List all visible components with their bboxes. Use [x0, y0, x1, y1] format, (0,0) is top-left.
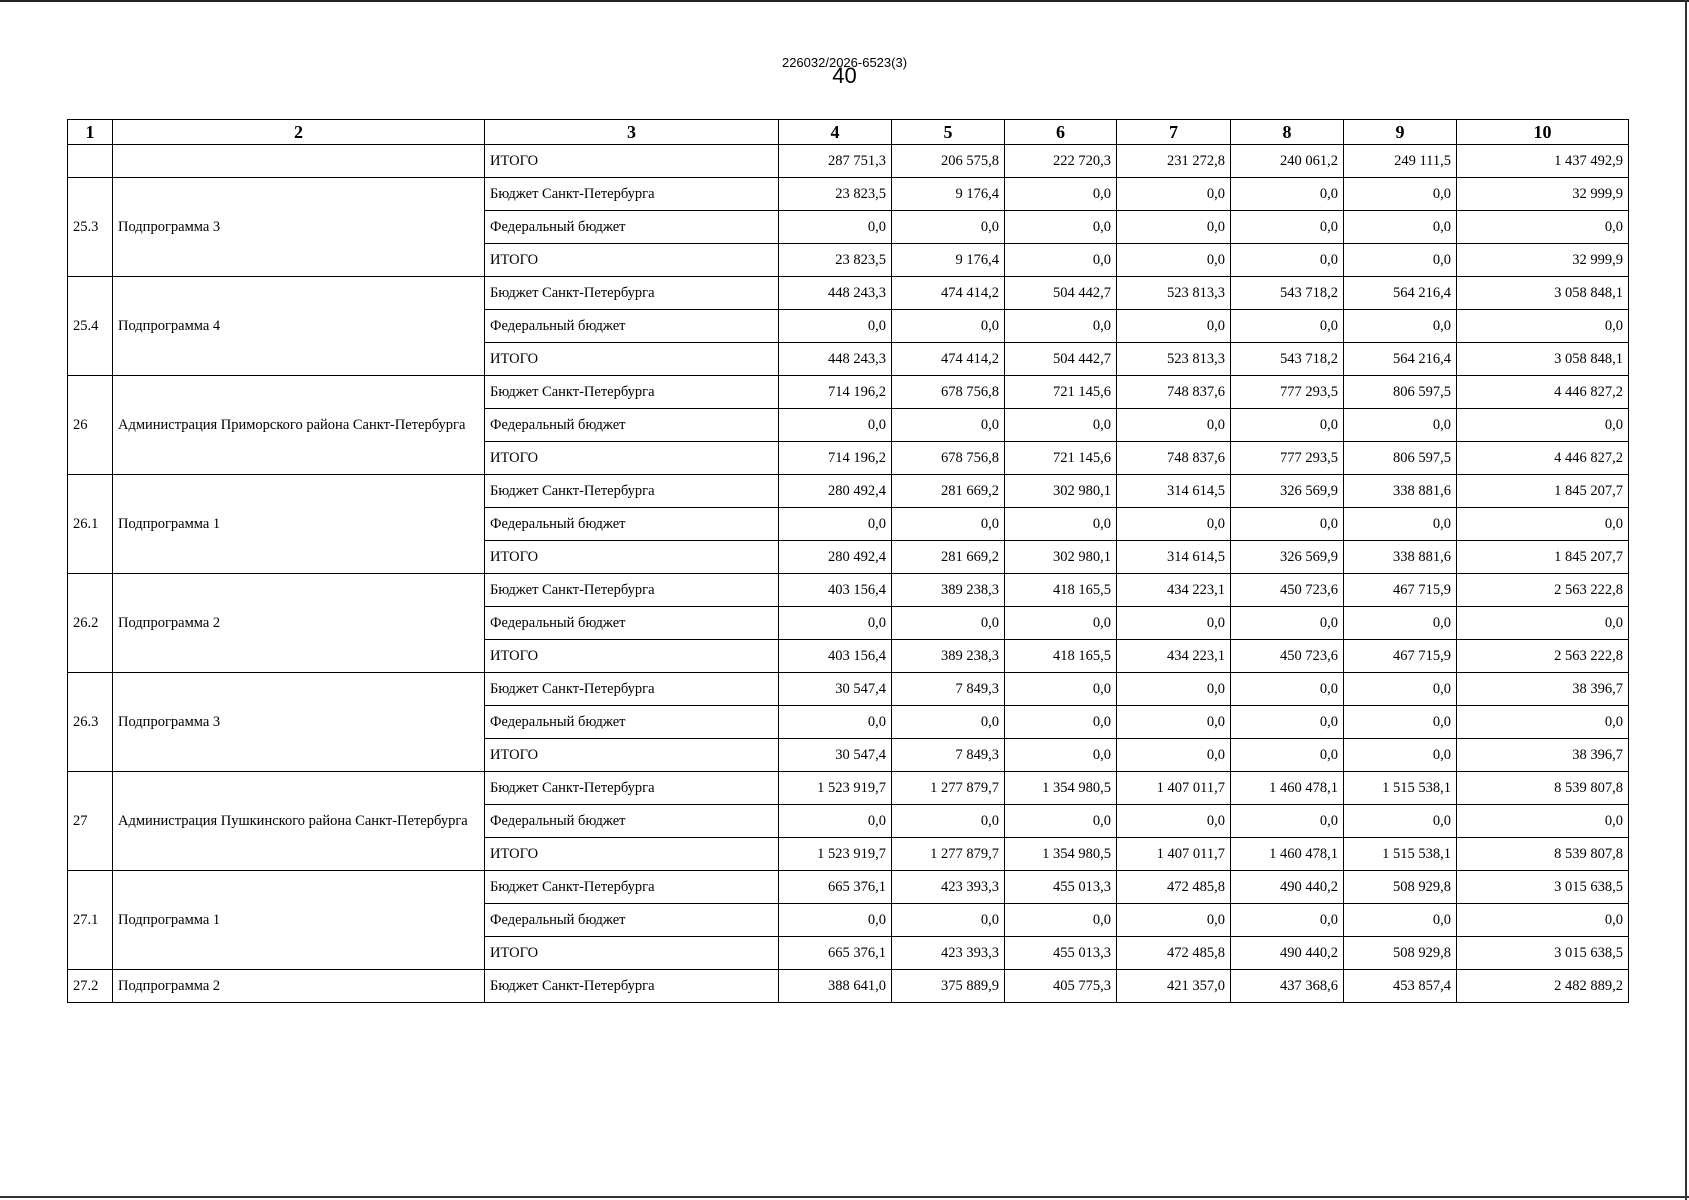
- value-cell: 678 756,8: [892, 442, 1005, 475]
- row-name: Администрация Пушкинского района Санкт-Петербурга: [113, 772, 485, 871]
- value-cell: 1 460 478,1: [1231, 772, 1344, 805]
- table-row: [68, 376, 1629, 409]
- value-cell: 0,0: [1231, 178, 1344, 211]
- column-header: 10: [1457, 120, 1629, 145]
- value-cell: 0,0: [892, 607, 1005, 640]
- value-cell: 1 407 011,7: [1117, 772, 1231, 805]
- value-cell: 467 715,9: [1344, 640, 1457, 673]
- value-cell: 0,0: [1231, 673, 1344, 706]
- value-cell: 0,0: [1344, 244, 1457, 277]
- funding-source: Федеральный бюджет: [485, 409, 779, 442]
- value-cell: 0,0: [1344, 310, 1457, 343]
- value-cell: 3 058 848,1: [1457, 343, 1629, 376]
- value-cell: 314 614,5: [1117, 541, 1231, 574]
- value-cell: 777 293,5: [1231, 442, 1344, 475]
- value-cell: 0,0: [892, 805, 1005, 838]
- row-code: 25.3: [68, 178, 113, 277]
- column-header: 3: [485, 120, 779, 145]
- value-cell: 714 196,2: [779, 376, 892, 409]
- value-cell: 1 523 919,7: [779, 772, 892, 805]
- value-cell: 3 015 638,5: [1457, 937, 1629, 970]
- value-cell: 0,0: [1117, 739, 1231, 772]
- value-cell: 0,0: [1231, 244, 1344, 277]
- row-name: [113, 145, 485, 178]
- row-code: 27.1: [68, 871, 113, 970]
- value-cell: 23 823,5: [779, 244, 892, 277]
- top-border-line: [0, 0, 1689, 2]
- page-number: 40: [832, 63, 857, 88]
- column-header: 6: [1005, 120, 1117, 145]
- value-cell: 281 669,2: [892, 475, 1005, 508]
- value-cell: 280 492,4: [779, 475, 892, 508]
- value-cell: 665 376,1: [779, 871, 892, 904]
- value-cell: 0,0: [779, 310, 892, 343]
- value-cell: 0,0: [892, 904, 1005, 937]
- table-body: [68, 145, 1629, 1003]
- table-row: [68, 145, 1629, 178]
- value-cell: 0,0: [1231, 607, 1344, 640]
- value-cell: 1 277 879,7: [892, 838, 1005, 871]
- value-cell: 240 061,2: [1231, 145, 1344, 178]
- row-name: Подпрограмма 1: [113, 475, 485, 574]
- value-cell: 0,0: [1231, 310, 1344, 343]
- value-cell: 0,0: [892, 211, 1005, 244]
- value-cell: 450 723,6: [1231, 640, 1344, 673]
- value-cell: 403 156,4: [779, 640, 892, 673]
- table-row: [68, 871, 1629, 904]
- column-header: 5: [892, 120, 1005, 145]
- value-cell: 0,0: [1117, 211, 1231, 244]
- value-cell: 0,0: [1117, 508, 1231, 541]
- value-cell: 0,0: [779, 805, 892, 838]
- value-cell: 421 357,0: [1117, 970, 1231, 1003]
- value-cell: 0,0: [1231, 904, 1344, 937]
- funding-source: ИТОГО: [485, 442, 779, 475]
- value-cell: 0,0: [1005, 739, 1117, 772]
- value-cell: 490 440,2: [1231, 937, 1344, 970]
- row-code: 26.2: [68, 574, 113, 673]
- budget-table: [67, 119, 1629, 1003]
- value-cell: 326 569,9: [1231, 541, 1344, 574]
- value-cell: 418 165,5: [1005, 640, 1117, 673]
- value-cell: 543 718,2: [1231, 343, 1344, 376]
- value-cell: 388 641,0: [779, 970, 892, 1003]
- value-cell: 0,0: [1117, 805, 1231, 838]
- value-cell: 806 597,5: [1344, 442, 1457, 475]
- value-cell: 450 723,6: [1231, 574, 1344, 607]
- value-cell: 0,0: [1117, 178, 1231, 211]
- value-cell: 0,0: [1344, 739, 1457, 772]
- value-cell: 0,0: [1005, 904, 1117, 937]
- value-cell: 0,0: [1457, 904, 1629, 937]
- column-number-row: [68, 120, 1629, 145]
- row-code: 27: [68, 772, 113, 871]
- table-row: [68, 772, 1629, 805]
- value-cell: 1 277 879,7: [892, 772, 1005, 805]
- funding-source: ИТОГО: [485, 937, 779, 970]
- value-cell: 375 889,9: [892, 970, 1005, 1003]
- value-cell: 32 999,9: [1457, 244, 1629, 277]
- bottom-border-line: [0, 1196, 1689, 1198]
- value-cell: 0,0: [779, 706, 892, 739]
- value-cell: 287 751,3: [779, 145, 892, 178]
- value-cell: 0,0: [1231, 508, 1344, 541]
- value-cell: 0,0: [1344, 706, 1457, 739]
- value-cell: 434 223,1: [1117, 574, 1231, 607]
- value-cell: 748 837,6: [1117, 442, 1231, 475]
- value-cell: 1 523 919,7: [779, 838, 892, 871]
- value-cell: 437 368,6: [1231, 970, 1344, 1003]
- funding-source: Федеральный бюджет: [485, 508, 779, 541]
- value-cell: 405 775,3: [1005, 970, 1117, 1003]
- value-cell: 474 414,2: [892, 343, 1005, 376]
- value-cell: 434 223,1: [1117, 640, 1231, 673]
- value-cell: 0,0: [1117, 244, 1231, 277]
- value-cell: 389 238,3: [892, 640, 1005, 673]
- value-cell: 0,0: [1005, 508, 1117, 541]
- funding-source: Бюджет Санкт-Петербурга: [485, 277, 779, 310]
- value-cell: 0,0: [1457, 310, 1629, 343]
- row-code: 26.3: [68, 673, 113, 772]
- row-name: Подпрограмма 1: [113, 871, 485, 970]
- value-cell: 1 437 492,9: [1457, 145, 1629, 178]
- value-cell: 2 563 222,8: [1457, 574, 1629, 607]
- value-cell: 721 145,6: [1005, 376, 1117, 409]
- table-row: [68, 277, 1629, 310]
- funding-source: ИТОГО: [485, 640, 779, 673]
- value-cell: 1 460 478,1: [1231, 838, 1344, 871]
- funding-source: Бюджет Санкт-Петербурга: [485, 673, 779, 706]
- value-cell: 564 216,4: [1344, 277, 1457, 310]
- value-cell: 1 515 538,1: [1344, 838, 1457, 871]
- value-cell: 0,0: [1117, 673, 1231, 706]
- row-name: Подпрограмма 2: [113, 970, 485, 1003]
- value-cell: 0,0: [1344, 178, 1457, 211]
- value-cell: 467 715,9: [1344, 574, 1457, 607]
- value-cell: 504 442,7: [1005, 277, 1117, 310]
- value-cell: 2 482 889,2: [1457, 970, 1629, 1003]
- table-row: [68, 673, 1629, 706]
- value-cell: 714 196,2: [779, 442, 892, 475]
- value-cell: 0,0: [779, 211, 892, 244]
- value-cell: 8 539 807,8: [1457, 772, 1629, 805]
- value-cell: 665 376,1: [779, 937, 892, 970]
- value-cell: 0,0: [1005, 409, 1117, 442]
- document-id: 226032/2026-6523(3): [781, 55, 908, 70]
- column-header: 4: [779, 120, 892, 145]
- value-cell: 249 111,5: [1344, 145, 1457, 178]
- value-cell: 0,0: [1005, 706, 1117, 739]
- value-cell: 1 354 980,5: [1005, 772, 1117, 805]
- row-name: Подпрограмма 2: [113, 574, 485, 673]
- value-cell: 0,0: [1344, 673, 1457, 706]
- value-cell: 38 396,7: [1457, 673, 1629, 706]
- column-header: 9: [1344, 120, 1457, 145]
- value-cell: 0,0: [1117, 904, 1231, 937]
- funding-source: Бюджет Санкт-Петербурга: [485, 772, 779, 805]
- value-cell: 455 013,3: [1005, 871, 1117, 904]
- value-cell: 0,0: [1005, 244, 1117, 277]
- value-cell: 1 354 980,5: [1005, 838, 1117, 871]
- value-cell: 30 547,4: [779, 739, 892, 772]
- table-row: [68, 178, 1629, 211]
- value-cell: 9 176,4: [892, 244, 1005, 277]
- value-cell: 508 929,8: [1344, 871, 1457, 904]
- funding-source: ИТОГО: [485, 541, 779, 574]
- funding-source: Бюджет Санкт-Петербурга: [485, 475, 779, 508]
- value-cell: 4 446 827,2: [1457, 376, 1629, 409]
- value-cell: 23 823,5: [779, 178, 892, 211]
- value-cell: 3 015 638,5: [1457, 871, 1629, 904]
- value-cell: 206 575,8: [892, 145, 1005, 178]
- value-cell: 508 929,8: [1344, 937, 1457, 970]
- value-cell: 0,0: [1117, 607, 1231, 640]
- funding-source: Федеральный бюджет: [485, 904, 779, 937]
- value-cell: 1 515 538,1: [1344, 772, 1457, 805]
- row-name: Администрация Приморского района Санкт-Петербурга: [113, 376, 485, 475]
- value-cell: 0,0: [779, 607, 892, 640]
- value-cell: 0,0: [1344, 904, 1457, 937]
- row-code: 26.1: [68, 475, 113, 574]
- value-cell: 0,0: [1005, 607, 1117, 640]
- value-cell: 448 243,3: [779, 277, 892, 310]
- value-cell: 302 980,1: [1005, 475, 1117, 508]
- value-cell: 403 156,4: [779, 574, 892, 607]
- value-cell: 564 216,4: [1344, 343, 1457, 376]
- value-cell: 1 407 011,7: [1117, 838, 1231, 871]
- value-cell: 3 058 848,1: [1457, 277, 1629, 310]
- funding-source: Федеральный бюджет: [485, 607, 779, 640]
- column-header: 1: [68, 120, 113, 145]
- value-cell: 0,0: [1457, 706, 1629, 739]
- value-cell: 777 293,5: [1231, 376, 1344, 409]
- value-cell: 474 414,2: [892, 277, 1005, 310]
- funding-source: ИТОГО: [485, 838, 779, 871]
- funding-source: Бюджет Санкт-Петербурга: [485, 574, 779, 607]
- value-cell: 389 238,3: [892, 574, 1005, 607]
- value-cell: 448 243,3: [779, 343, 892, 376]
- value-cell: 38 396,7: [1457, 739, 1629, 772]
- value-cell: 231 272,8: [1117, 145, 1231, 178]
- table-row: [68, 970, 1629, 1003]
- value-cell: 0,0: [1117, 310, 1231, 343]
- funding-source: Бюджет Санкт-Петербурга: [485, 178, 779, 211]
- value-cell: 0,0: [1005, 211, 1117, 244]
- value-cell: 280 492,4: [779, 541, 892, 574]
- column-header: 7: [1117, 120, 1231, 145]
- value-cell: 222 720,3: [1005, 145, 1117, 178]
- funding-source: ИТОГО: [485, 244, 779, 277]
- row-code: [68, 145, 113, 178]
- row-name: Подпрограмма 4: [113, 277, 485, 376]
- value-cell: 2 563 222,8: [1457, 640, 1629, 673]
- value-cell: 0,0: [1117, 409, 1231, 442]
- funding-source: ИТОГО: [485, 343, 779, 376]
- value-cell: 504 442,7: [1005, 343, 1117, 376]
- value-cell: 0,0: [779, 409, 892, 442]
- value-cell: 1 845 207,7: [1457, 475, 1629, 508]
- value-cell: 9 176,4: [892, 178, 1005, 211]
- value-cell: 678 756,8: [892, 376, 1005, 409]
- value-cell: 0,0: [1117, 706, 1231, 739]
- value-cell: 721 145,6: [1005, 442, 1117, 475]
- value-cell: 0,0: [779, 508, 892, 541]
- value-cell: 0,0: [1344, 409, 1457, 442]
- value-cell: 30 547,4: [779, 673, 892, 706]
- value-cell: 455 013,3: [1005, 937, 1117, 970]
- funding-source: Бюджет Санкт-Петербурга: [485, 970, 779, 1003]
- value-cell: 326 569,9: [1231, 475, 1344, 508]
- value-cell: 7 849,3: [892, 673, 1005, 706]
- value-cell: 0,0: [892, 706, 1005, 739]
- value-cell: 806 597,5: [1344, 376, 1457, 409]
- row-code: 26: [68, 376, 113, 475]
- value-cell: 1 845 207,7: [1457, 541, 1629, 574]
- value-cell: 490 440,2: [1231, 871, 1344, 904]
- value-cell: 523 813,3: [1117, 277, 1231, 310]
- column-header: 2: [113, 120, 485, 145]
- table-row: [68, 475, 1629, 508]
- row-code: 25.4: [68, 277, 113, 376]
- table-row: [68, 574, 1629, 607]
- value-cell: 748 837,6: [1117, 376, 1231, 409]
- value-cell: 472 485,8: [1117, 937, 1231, 970]
- value-cell: 423 393,3: [892, 871, 1005, 904]
- value-cell: 4 446 827,2: [1457, 442, 1629, 475]
- value-cell: 472 485,8: [1117, 871, 1231, 904]
- value-cell: 0,0: [892, 310, 1005, 343]
- value-cell: 0,0: [1457, 409, 1629, 442]
- row-name: Подпрограмма 3: [113, 673, 485, 772]
- value-cell: 0,0: [1231, 409, 1344, 442]
- right-border-line: [1685, 0, 1687, 1200]
- funding-source: Федеральный бюджет: [485, 706, 779, 739]
- row-code: 27.2: [68, 970, 113, 1003]
- value-cell: 0,0: [1005, 310, 1117, 343]
- funding-source: ИТОГО: [485, 739, 779, 772]
- value-cell: 0,0: [779, 904, 892, 937]
- value-cell: 0,0: [1457, 805, 1629, 838]
- value-cell: 0,0: [1005, 178, 1117, 211]
- value-cell: 0,0: [1457, 607, 1629, 640]
- value-cell: 314 614,5: [1117, 475, 1231, 508]
- value-cell: 0,0: [892, 409, 1005, 442]
- value-cell: 0,0: [1344, 508, 1457, 541]
- funding-source: Федеральный бюджет: [485, 211, 779, 244]
- funding-source: ИТОГО: [485, 145, 779, 178]
- value-cell: 523 813,3: [1117, 343, 1231, 376]
- row-name: Подпрограмма 3: [113, 178, 485, 277]
- funding-source: Федеральный бюджет: [485, 805, 779, 838]
- value-cell: 8 539 807,8: [1457, 838, 1629, 871]
- value-cell: 338 881,6: [1344, 475, 1457, 508]
- value-cell: 302 980,1: [1005, 541, 1117, 574]
- value-cell: 0,0: [1344, 211, 1457, 244]
- value-cell: 281 669,2: [892, 541, 1005, 574]
- value-cell: 0,0: [1344, 607, 1457, 640]
- value-cell: 0,0: [1457, 211, 1629, 244]
- value-cell: 338 881,6: [1344, 541, 1457, 574]
- value-cell: 0,0: [1231, 706, 1344, 739]
- value-cell: 32 999,9: [1457, 178, 1629, 211]
- funding-source: Бюджет Санкт-Петербурга: [485, 871, 779, 904]
- value-cell: 543 718,2: [1231, 277, 1344, 310]
- column-header: 8: [1231, 120, 1344, 145]
- value-cell: 0,0: [1005, 673, 1117, 706]
- value-cell: 0,0: [1457, 508, 1629, 541]
- funding-source: Федеральный бюджет: [485, 310, 779, 343]
- value-cell: 7 849,3: [892, 739, 1005, 772]
- value-cell: 0,0: [1231, 739, 1344, 772]
- value-cell: 0,0: [892, 508, 1005, 541]
- value-cell: 453 857,4: [1344, 970, 1457, 1003]
- value-cell: 0,0: [1231, 211, 1344, 244]
- value-cell: 418 165,5: [1005, 574, 1117, 607]
- value-cell: 423 393,3: [892, 937, 1005, 970]
- funding-source: Бюджет Санкт-Петербурга: [485, 376, 779, 409]
- value-cell: 0,0: [1344, 805, 1457, 838]
- value-cell: 0,0: [1005, 805, 1117, 838]
- value-cell: 0,0: [1231, 805, 1344, 838]
